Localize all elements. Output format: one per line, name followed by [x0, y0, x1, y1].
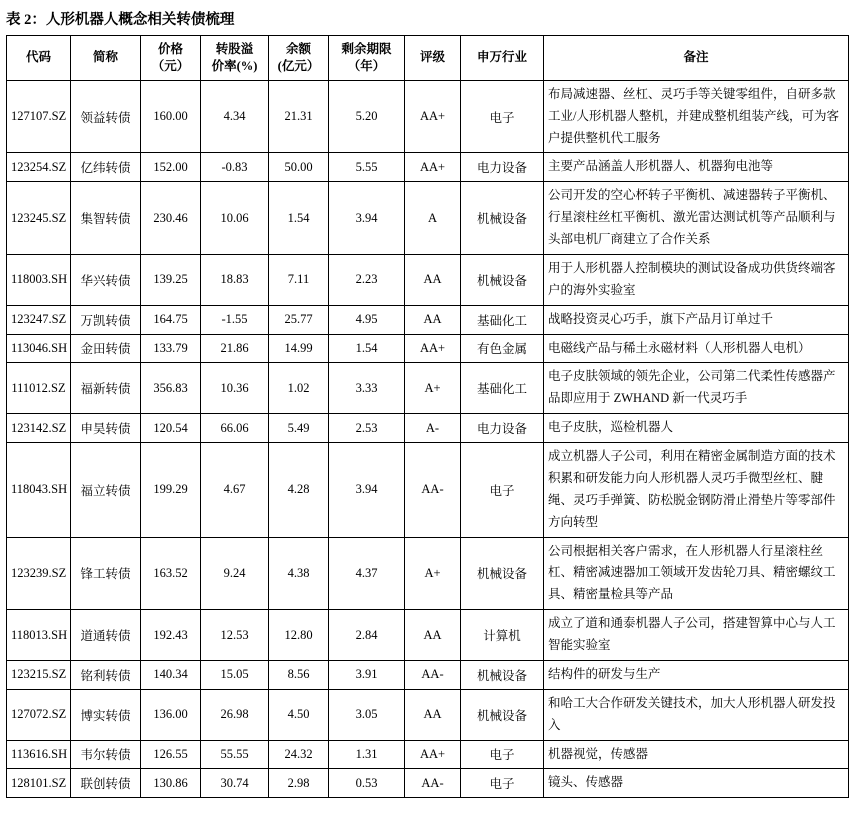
cell-balance: 4.38	[269, 537, 329, 610]
cell-balance: 14.99	[269, 334, 329, 363]
cell-price: 163.52	[141, 537, 201, 610]
cell-code: 127107.SZ	[7, 80, 71, 153]
cell-rating: AA	[405, 689, 461, 740]
column-header-note-line1: 备注	[683, 50, 709, 65]
cell-rating: AA-	[405, 660, 461, 689]
cell-name: 锋工转债	[71, 537, 141, 610]
cell-price: 130.86	[141, 769, 201, 798]
cell-code: 123142.SZ	[7, 414, 71, 443]
cell-name: 领益转债	[71, 80, 141, 153]
cell-balance: 25.77	[269, 305, 329, 334]
cell-term: 2.23	[329, 254, 405, 305]
cell-premium: 10.36	[201, 363, 269, 414]
table-row	[7, 537, 849, 610]
cell-name: 申昊转债	[71, 414, 141, 443]
column-header-price-line2: （元）	[151, 58, 190, 73]
cell-name: 铭利转债	[71, 660, 141, 689]
column-header-rating-line1: 评级	[419, 50, 445, 65]
table-row	[7, 769, 849, 798]
cell-code: 118043.SH	[7, 443, 71, 538]
column-header-balance-line1: 余额	[285, 42, 311, 56]
cell-premium: -1.55	[201, 305, 269, 334]
cell-rating: AA+	[405, 740, 461, 769]
cell-industry: 机械设备	[461, 254, 544, 305]
cell-industry: 电子	[461, 740, 544, 769]
cell-industry: 机械设备	[461, 660, 544, 689]
cell-industry: 基础化工	[461, 363, 544, 414]
cell-balance: 2.98	[269, 769, 329, 798]
cell-note: 成立机器人子公司，利用在精密金属制造方面的技术积累和研发能力向人形机器人灵巧手微型丝杠、腱绳、灵巧手弹簧、防松脱金钢防滑止滑垫片等零部件方向转型	[544, 443, 849, 538]
column-header-price	[141, 36, 201, 81]
cell-rating: A+	[405, 363, 461, 414]
table-row	[7, 334, 849, 363]
cell-industry: 电子	[461, 769, 544, 798]
cell-premium: 12.53	[201, 610, 269, 661]
cell-term: 0.53	[329, 769, 405, 798]
cell-name: 集智转债	[71, 182, 141, 255]
cell-rating: AA+	[405, 153, 461, 182]
cell-rating: AA	[405, 305, 461, 334]
cell-price: 152.00	[141, 153, 201, 182]
cell-balance: 24.32	[269, 740, 329, 769]
cell-name: 道通转债	[71, 610, 141, 661]
column-header-name-line1: 简称	[92, 50, 118, 65]
cell-balance: 4.28	[269, 443, 329, 538]
cell-term: 1.54	[329, 334, 405, 363]
cell-term: 3.94	[329, 443, 405, 538]
convertible-bond-table	[6, 35, 849, 798]
table-row	[7, 610, 849, 661]
column-header-industry-line1: 申万行业	[476, 50, 527, 65]
cell-rating: AA+	[405, 80, 461, 153]
cell-premium: 18.83	[201, 254, 269, 305]
cell-note: 布局减速器、丝杠、灵巧手等关键零组件，自研多款工业/人形机器人整机，并建成整机组装产线，可为客户提供整机代工服务	[544, 80, 849, 153]
cell-premium: 15.05	[201, 660, 269, 689]
cell-premium: 55.55	[201, 740, 269, 769]
cell-term: 5.20	[329, 80, 405, 153]
cell-term: 4.37	[329, 537, 405, 610]
cell-price: 164.75	[141, 305, 201, 334]
cell-code: 128101.SZ	[7, 769, 71, 798]
cell-rating: A	[405, 182, 461, 255]
cell-industry: 电力设备	[461, 153, 544, 182]
cell-industry: 机械设备	[461, 689, 544, 740]
column-header-code-line1: 代码	[25, 50, 51, 65]
cell-balance: 4.50	[269, 689, 329, 740]
cell-note: 战略投资灵心巧手，旗下产品月订单过千	[544, 305, 849, 334]
cell-code: 113046.SH	[7, 334, 71, 363]
cell-note: 机器视觉，传感器	[544, 740, 849, 769]
column-header-rating	[405, 36, 461, 81]
table-row	[7, 689, 849, 740]
cell-term: 2.53	[329, 414, 405, 443]
cell-name: 亿纬转债	[71, 153, 141, 182]
cell-price: 120.54	[141, 414, 201, 443]
cell-code: 123239.SZ	[7, 537, 71, 610]
column-header-premium-line1: 转股溢	[215, 42, 254, 56]
cell-premium: 4.34	[201, 80, 269, 153]
cell-term: 3.33	[329, 363, 405, 414]
column-header-balance	[269, 36, 329, 81]
cell-price: 199.29	[141, 443, 201, 538]
column-header-premium	[201, 36, 269, 81]
column-header-premium-line2: 价率(%)	[211, 58, 258, 73]
cell-industry: 计算机	[461, 610, 544, 661]
cell-term: 2.84	[329, 610, 405, 661]
cell-industry: 电子	[461, 443, 544, 538]
cell-premium: 10.06	[201, 182, 269, 255]
cell-price: 139.25	[141, 254, 201, 305]
column-header-term	[329, 36, 405, 81]
cell-industry: 机械设备	[461, 182, 544, 255]
table-caption: 表 2：人形机器人概念相关转债梳理	[6, 12, 235, 28]
cell-balance: 12.80	[269, 610, 329, 661]
table-row	[7, 740, 849, 769]
table-row	[7, 660, 849, 689]
cell-balance: 1.54	[269, 182, 329, 255]
cell-term: 3.94	[329, 182, 405, 255]
cell-industry: 电子	[461, 80, 544, 153]
table-header-row	[7, 36, 849, 81]
cell-balance: 7.11	[269, 254, 329, 305]
cell-balance: 21.31	[269, 80, 329, 153]
cell-note: 主要产品涵盖人形机器人、机器狗电池等	[544, 153, 849, 182]
table-row	[7, 254, 849, 305]
cell-term: 1.31	[329, 740, 405, 769]
cell-code: 123247.SZ	[7, 305, 71, 334]
cell-premium: 9.24	[201, 537, 269, 610]
cell-industry: 有色金属	[461, 334, 544, 363]
cell-note: 电子皮肤，巡检机器人	[544, 414, 849, 443]
cell-premium: 26.98	[201, 689, 269, 740]
cell-code: 113616.SH	[7, 740, 71, 769]
table-row	[7, 153, 849, 182]
cell-term: 3.91	[329, 660, 405, 689]
cell-balance: 8.56	[269, 660, 329, 689]
cell-code: 123254.SZ	[7, 153, 71, 182]
cell-rating: AA-	[405, 443, 461, 538]
cell-industry: 基础化工	[461, 305, 544, 334]
cell-name: 韦尔转债	[71, 740, 141, 769]
column-header-price-line1: 价格	[157, 42, 183, 56]
cell-premium: 66.06	[201, 414, 269, 443]
table-row	[7, 443, 849, 538]
column-header-term-line1: 剩余期限	[341, 42, 392, 56]
table-row	[7, 80, 849, 153]
cell-name: 福立转债	[71, 443, 141, 538]
cell-rating: A+	[405, 537, 461, 610]
cell-note: 公司根据相关客户需求，在人形机器人行星滚柱丝杠、精密减速器加工领域开发齿轮刀具、精密螺纹工具、精密量检具等产品	[544, 537, 849, 610]
cell-code: 123245.SZ	[7, 182, 71, 255]
cell-code: 118003.SH	[7, 254, 71, 305]
cell-code: 111012.SZ	[7, 363, 71, 414]
cell-name: 万凯转债	[71, 305, 141, 334]
cell-code: 118013.SH	[7, 610, 71, 661]
table-row	[7, 305, 849, 334]
column-header-code	[7, 36, 71, 81]
column-header-name	[71, 36, 141, 81]
cell-balance: 1.02	[269, 363, 329, 414]
cell-industry: 机械设备	[461, 537, 544, 610]
cell-note: 用于人形机器人控制模块的测试设备成功供货终端客户的海外实验室	[544, 254, 849, 305]
cell-price: 136.00	[141, 689, 201, 740]
cell-note: 成立了道和通泰机器人子公司，搭建智算中心与人工智能实验室	[544, 610, 849, 661]
cell-rating: AA	[405, 610, 461, 661]
cell-rating: AA-	[405, 769, 461, 798]
cell-term: 3.05	[329, 689, 405, 740]
column-header-balance-line2: (亿元）	[277, 58, 320, 73]
cell-code: 123215.SZ	[7, 660, 71, 689]
cell-code: 127072.SZ	[7, 689, 71, 740]
cell-price: 356.83	[141, 363, 201, 414]
cell-note: 和哈工大合作研发关键技术，加大人形机器人研发投入	[544, 689, 849, 740]
cell-price: 140.34	[141, 660, 201, 689]
table-body	[7, 80, 849, 798]
cell-premium: 30.74	[201, 769, 269, 798]
cell-rating: A-	[405, 414, 461, 443]
cell-price: 160.00	[141, 80, 201, 153]
column-header-note	[544, 36, 849, 81]
cell-premium: 4.67	[201, 443, 269, 538]
cell-note: 镜头、传感器	[544, 769, 849, 798]
cell-name: 金田转债	[71, 334, 141, 363]
cell-industry: 电力设备	[461, 414, 544, 443]
cell-balance: 5.49	[269, 414, 329, 443]
cell-balance: 50.00	[269, 153, 329, 182]
table-row	[7, 414, 849, 443]
cell-price: 126.55	[141, 740, 201, 769]
cell-rating: AA	[405, 254, 461, 305]
cell-premium: -0.83	[201, 153, 269, 182]
cell-price: 133.79	[141, 334, 201, 363]
cell-name: 博实转债	[71, 689, 141, 740]
table-header	[7, 36, 849, 81]
table-row	[7, 363, 849, 414]
cell-price: 192.43	[141, 610, 201, 661]
cell-rating: AA+	[405, 334, 461, 363]
cell-premium: 21.86	[201, 334, 269, 363]
table-row	[7, 182, 849, 255]
column-header-term-line2: （年）	[347, 58, 386, 73]
cell-note: 公司开发的空心杯转子平衡机、减速器转子平衡机、行星滚柱丝杠平衡机、激光雷达测试机等产品顺利与头部电机厂商建立了合作关系	[544, 182, 849, 255]
cell-name: 联创转债	[71, 769, 141, 798]
cell-note: 电磁线产品与稀土永磁材料（人形机器人电机）	[544, 334, 849, 363]
cell-name: 福新转债	[71, 363, 141, 414]
column-header-industry	[461, 36, 544, 81]
cell-name: 华兴转债	[71, 254, 141, 305]
cell-price: 230.46	[141, 182, 201, 255]
cell-note: 电子皮肤领域的领先企业，公司第二代柔性传感器产品即应用于 ZWHAND 新一代灵巧手	[544, 363, 849, 414]
cell-term: 5.55	[329, 153, 405, 182]
cell-note: 结构件的研发与生产	[544, 660, 849, 689]
cell-term: 4.95	[329, 305, 405, 334]
